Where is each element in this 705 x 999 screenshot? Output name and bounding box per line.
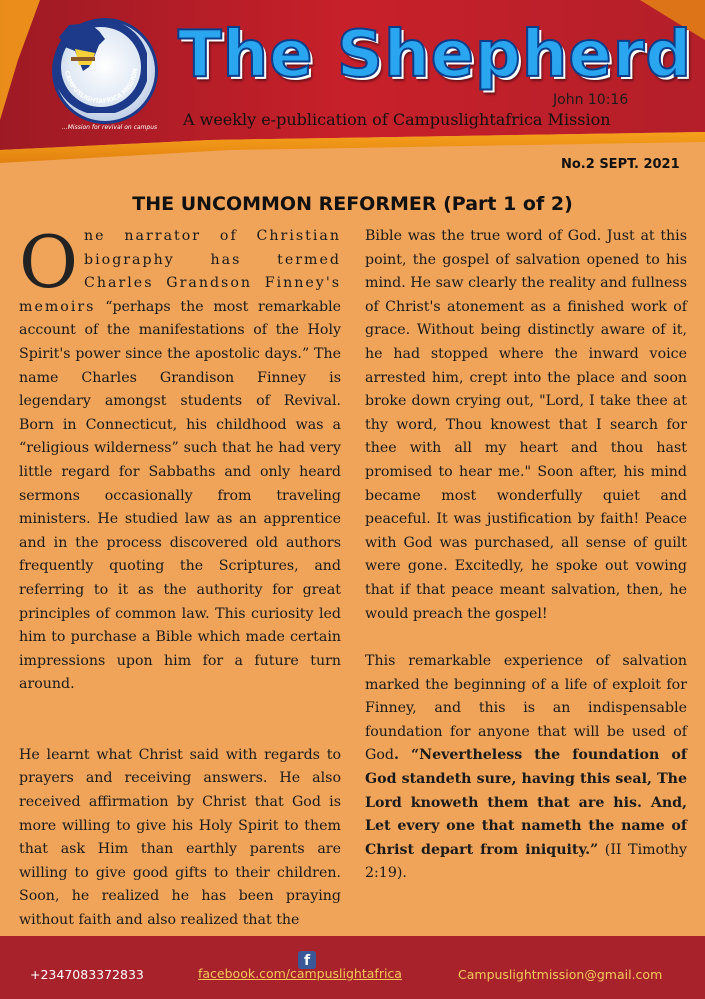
publication-title: The Shepherd (178, 18, 693, 92)
article-heading: THE UNCOMMON REFORMER (Part 1 of 2) (132, 193, 573, 215)
logo-ring-text: CAMPUSLIGHTAFRICA MISSION (63, 67, 140, 106)
mission-logo (52, 18, 158, 124)
scripture-quote: . “Nevertheless the foundation of God standeth sure, having this seal, The Lord knoweth them that are his. And, Let every one that nameth the name of Christ depart from iniquity.” (365, 747, 687, 858)
paragraph-conclusion (365, 650, 687, 886)
masthead (0, 0, 705, 165)
issue-number: No.2 SEPT. 2021 (561, 157, 680, 172)
contact-email[interactable]: Campuslightmission@gmail.com (458, 967, 663, 982)
intro-lead-text: ne narrator of Christian biography has termed Charles Grandson Finney's memoirs (19, 228, 341, 315)
conclusion-text: This remarkable experience of salvation marked the beginning of a life of exploit for Finney, and this is an indispensable foundation for anyone that will be used of God (365, 653, 687, 764)
facebook-link[interactable]: facebook.com/campuslightafrica (198, 966, 402, 981)
scripture-citation: (II Timothy 2:19). (365, 841, 687, 882)
paragraph-conversion: Bible was the true word of God. Just at this point, the gospel of salvation opened to his mind. He saw clearly the reality and fullness of Christ's atonement as a finished work of grace. Without being distinctly aware of it, he had stopped where the inward voice arrested him, crept into the place and soon broke down crying out, "Lord, I take thee at thy word, Thou knowest that I search for thee with all my heart and thou hast promised to hear me." Soon after, his mind became most wonderfully quiet and peaceful. It was justification by faith! Peace with God was purchased, all sense of guilt were gone. Excitedly, he spoke out vowing that if that peace meant salvation, then, he would preach the gospel! (365, 228, 687, 622)
article-column-left (19, 220, 341, 933)
facebook-icon[interactable]: f (298, 951, 316, 969)
publication-tagline: A weekly e-publication of Campuslightafrica Mission (183, 110, 611, 129)
africa-map-icon (55, 21, 111, 73)
article-column-right (365, 225, 687, 886)
paragraph-intro (19, 220, 341, 697)
intro-body-text: “perhaps the most remarkable account of the manifestations of the Holy Spirit's power since the apostolic days.” The name Charles Grandison Finney is legendary amongst students of Revival. Born in Connecticut, his childhood was a “religious wilderness” such that he had very little regard for Sabbaths and only heard sermons occasionally from traveling ministers. He studied law as an apprentice and in the process discovered old authors frequently quoting the Scriptures, and referring to it as the authority for great principles of common law. This curiosity led him to purchase a Bible which made certain impressions upon him for a future turn around. (19, 298, 341, 693)
scripture-reference: John 10:16 (553, 92, 629, 108)
logo-slogan: ...Mission for revival on campus (62, 124, 158, 131)
paragraph-prayer: He learnt what Christ said with regards to prayers and receiving answers. He also received affirmation by Christ that God is more willing to give his Holy Spirit to them that ask Him than earthly parents are willing to give good gifts to their children. Soon, he realized he has been praying without faith and also realized that the (19, 746, 341, 929)
drop-cap: O (19, 220, 79, 304)
contact-phone: +2347083372833 (30, 967, 144, 982)
